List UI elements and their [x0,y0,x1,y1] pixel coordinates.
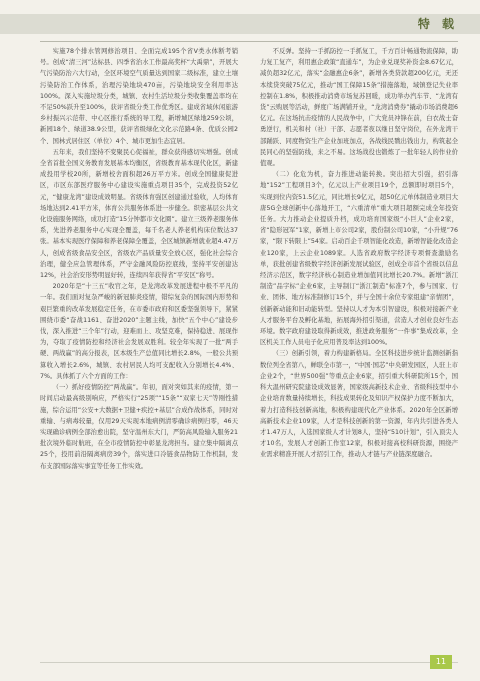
left-column [40,46,238,652]
header-band [0,14,480,34]
page-header [0,0,480,46]
paragraph: 五年来，我们坚持不变聚民心促福祉，群众获得感切实增强。创成全省首批全国义务教育发展基本均衡区，省级教育基本现代化区，新建成投用学校20所，新增校舍面积超26万平方米。创成全国健康促进区，市区东部医疗服务中心建设实施重点项目35个，完成投资52亿元，“健康龙湾”建设成效明显。省级体育强区创建通过验收，人均体育场地达到2.41平方米，体育公共服务体系进一步健全。织密基层公共文化设施服务网络，成功打造“15分钟都市文化圈”。建立三级养老服务体系，先进养老服务中心实现全覆盖，每千名老人养老机构床位数达37张。基本实现医疗保障和养老保障全覆盖，全区城镇新增就业超4.47万人，创成省级食品安全区，省级农产品质量安全放心区，强化社会综合治理，健全应急管理体系，严守金融风险防控底线，坚持平安创建达12%，社会治安形势明显好转，连续四年获得省“平安区”称号。 [40,148,238,280]
paragraph: 2020年是“十三五”收官之年，是龙湾改革发展进程中极不平凡的一年。我们面对复杂严峻的新冠肺炎疫情，错综复杂的国际国内形势和艰巨繁重的改革发展稳定任务，在市委市政府和区委坚强领导下，紧紧围绕市委“奋战1161、奋进2020”主题主线，加快“五个中心”建设步伐，深入推进“三个年”行动，迎难而上、攻坚克难，保持稳进、展现作为，夺取了疫情防控和经济社会发展双胜利。较全年实现了一批“两手硬、两战赢”的高分报表，区本级生产总值同比增长2.8%，一般公共预算收入增长2.6%，城镇、农村居民人均可支配收入分别增长4.4%、7%。具体抓了六个方面的工作： [40,283,238,380]
footer-rule [40,662,458,663]
paragraph: 实施78个排水管网修治项目、全面完成195个省Ⅴ类水体断考销号。创成“清三河”达标县、四季省治水工作最高奖杯“大禹鼎”，开展大气污染防治六大行动，全区环境空气质量达到国家二级标准，建立土壤污染防治工作体系，治理污染地块470亩，污染地块安全利用率达100%。深入实施垃圾分类，城镇、农村生活垃圾分类收集覆盖率均在不足50%跃升至100%，获评省级分类工作优秀区。建成省域休闲旅游乡村振兴示范带、中心区推行系统的导工程，新增城区绿地259公顷，新园18个、绿道38.9公里，获评省级绿化文化示范路4条、优质公园2个、国林式居住区（单位）4个、城市更加生态宜居。 [40,48,238,145]
header-rule [40,41,458,42]
paragraph: （三）创新引领，着力构建新格局。全区科技进步统计监测创新指数位列全省第八，蝉联全市第一，“中国·国芯”中央研发园区，人驻上市企业2个，“世界500强”等重点企业6家，招引重大科研院所15个，国科大温州研究院建设成效显著，国家级高新技术企业、省级科技型中小企业培育数量持续增长，科技成果转化及知识产权保护力度不断加大，着力打造科技创新高地，积极构建现代化产业体系。2020年全区新增高新技术企业109家，人才是科技创新的第一资源，年内共引进各类人才1.47万人，入选国家级人才计划8人，坚持“510计划”，引入顶尖人才10名，发展人才创新工作室12家，积极对接高校科研资源，围绕产业需求精准开展人才招引工作，推动人才链与产业链深度融合。 [260,350,458,459]
section-label: 特 载 [417,17,458,31]
right-column [260,46,458,652]
page-number: 11 [430,655,452,669]
paragraph: （一）抓好疫情防控“两战赢”。年初，面对突如其来的疫情，第一时间启动最高级别响应，严格实行“25项”“15条”“双家七天”等刚性措施，综合运用“公安+大数据+卫健+疾控+基层”合成作战体系，同时对重输、与病毒较量，仅用29天实现本地病例清零确诊病例归零，46天实现确诊病例全部治愈出院，坚守温州东大门，严防高风险输入服务21批次境外临时航班，在全市疫情防控中彰显龙湾担当。建立集中隔离点25个，投用前沿隔离病房39个，落实进口冷链食品物防工作机制，发布支部国际落实事宜等任务工作实效。 [40,384,238,470]
paragraph: （二）化危为机，奋力推进动能转换。突出招大引强，招引落地“152”工程项目3个，亿元以上产业项目19个，总额即时项目5个，实现到位内资51.5亿元，同比增长9亿元，超50亿元单体制造业项目大唐5G全球创新中心落地开工，“六重清单”重大项目超额完成全年投资任务。大力推动企业提质升档，成功培育国家级“小巨人”企业2家，省“隐形冠军”1家，新增上市公司2家，股份制公司10家，“小升规”76家，“限下转限上”54家。启动百企千项智能化改造，新增智能化改造企业120家，上云企业1089家。人选省政府数字经济专项督查激励名单，获批创建省级数字经济创新发展试验区，创成全市首个省级以信息经济示范区，数字经济核心制造业增加值同比增长20.7%。新增“浙江制造”品字标”企业6家，主导制订“浙江制造”标准7个，参与国家、行业、团体、地方标准制修订15个，并与全国十余位专家组建“亲情团”，创新新动能和旧动能转型。坚持以人才为本引智建设，积极对接新产业人才服务平台及孵化基地，拓展海外招引渠道，营造人才创业良好生态环境。数字政府建设取得新成效，推进政务服务“一件事”集成改革，全区机关工作人员电子化应用普及率达到100%。 [260,171,458,347]
paragraph: 不反弹。坚持一手抓防控一手抓复工，千方百计畅通物流保障，助力复工复产，利用惠企政策“直通车”，为企业兑现奖补资金8.67亿元，减负超32亿元，落实“金融惠企6条”，新增各类贷款超200亿元，无还本续贷突破75亿元，推动“国工保障15条”措施落地，域镇登记失业率控制在1.8%，积极推动消费市场复苏回暖，成功举办汽车节、“龙湾有货”云购展等活动，鲜度广场满铺开业，“龙湾消费券”撬动市场消费超6亿元。在这场抗击疫情的人民战争中，广大党员冲锋在前，白衣战士奋勇逆行，机关和村（社）干部、志愿者夜以继日坚守岗位，在外龙湾干部踊跃、同度物资生产企业加班加点，各战线民戮出钱出力，构筑起全民同心的坚强防线，来之不易。这场战役也锻炼了一批年轻人的作业价值观。 [260,48,458,168]
